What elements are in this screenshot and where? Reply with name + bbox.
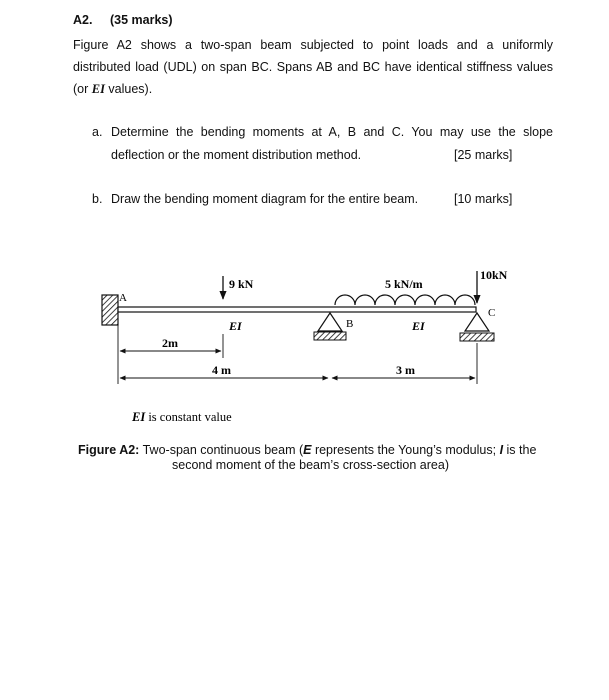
caption-text-b: represents the Young’s modulus; xyxy=(311,443,500,457)
load-9kn-label: 9 kN xyxy=(229,277,254,291)
load-udl-label: 5 kN/m xyxy=(385,277,423,291)
part-b-marks: [10 marks] xyxy=(454,192,513,206)
question-marks: (35 marks) xyxy=(110,13,173,27)
dim-4m-label: 4 m xyxy=(212,363,231,377)
ei-span-bc: EI xyxy=(412,319,425,333)
part-a-label: a. xyxy=(92,125,103,139)
ei-note: EI is constant value xyxy=(132,410,232,424)
intro-line-1: Figure A2 shows a two-span beam subjected to point loads and a uniformly xyxy=(73,38,553,52)
figure-caption-line-2: second moment of the beam’s cross-section area) xyxy=(172,458,449,472)
figure-caption-line-1 xyxy=(78,443,536,457)
caption-e: E xyxy=(303,443,312,457)
dim-2m-label: 2m xyxy=(162,336,178,350)
intro-ei: EI xyxy=(91,82,105,96)
label-b: B xyxy=(346,318,354,330)
caption-text-a: Two-span continuous beam ( xyxy=(139,443,304,457)
part-a-line-2: deflection or the moment distribution method. xyxy=(111,148,362,162)
caption-text-c: is the xyxy=(503,443,537,457)
fixed-support-a xyxy=(102,295,118,325)
part-a-marks: [25 marks] xyxy=(454,148,513,162)
question-number: A2. xyxy=(73,13,93,27)
pin-support-b xyxy=(318,313,342,331)
caption-prefix: Figure A2: xyxy=(78,443,140,457)
intro-line-2: distributed load (UDL) on span BC. Spans AB and BC have identical stiffness values xyxy=(73,60,553,74)
roller-support-c xyxy=(465,313,489,331)
ei-span-ab: EI xyxy=(229,319,242,333)
support-c-ground xyxy=(460,333,494,341)
beam xyxy=(118,307,476,312)
part-b-line-1: Draw the bending moment diagram for the entire beam. xyxy=(111,192,419,206)
support-b-ground xyxy=(314,332,346,340)
intro-line-3-end: values). xyxy=(104,82,153,96)
label-a: A xyxy=(119,292,127,304)
load-10kn-label: 10kN xyxy=(480,268,508,282)
dim-3m-label: 3 m xyxy=(396,363,415,377)
caption-i: I xyxy=(499,443,504,457)
label-c: C xyxy=(488,307,496,319)
udl-symbol xyxy=(335,295,475,305)
part-b-label: b. xyxy=(92,192,103,206)
intro-line-3-start: (or xyxy=(73,82,92,96)
part-a-line-1: Determine the bending moments at A, B and C. You may use the slope xyxy=(111,125,553,139)
ei-note-rest: is constant value xyxy=(145,410,232,424)
